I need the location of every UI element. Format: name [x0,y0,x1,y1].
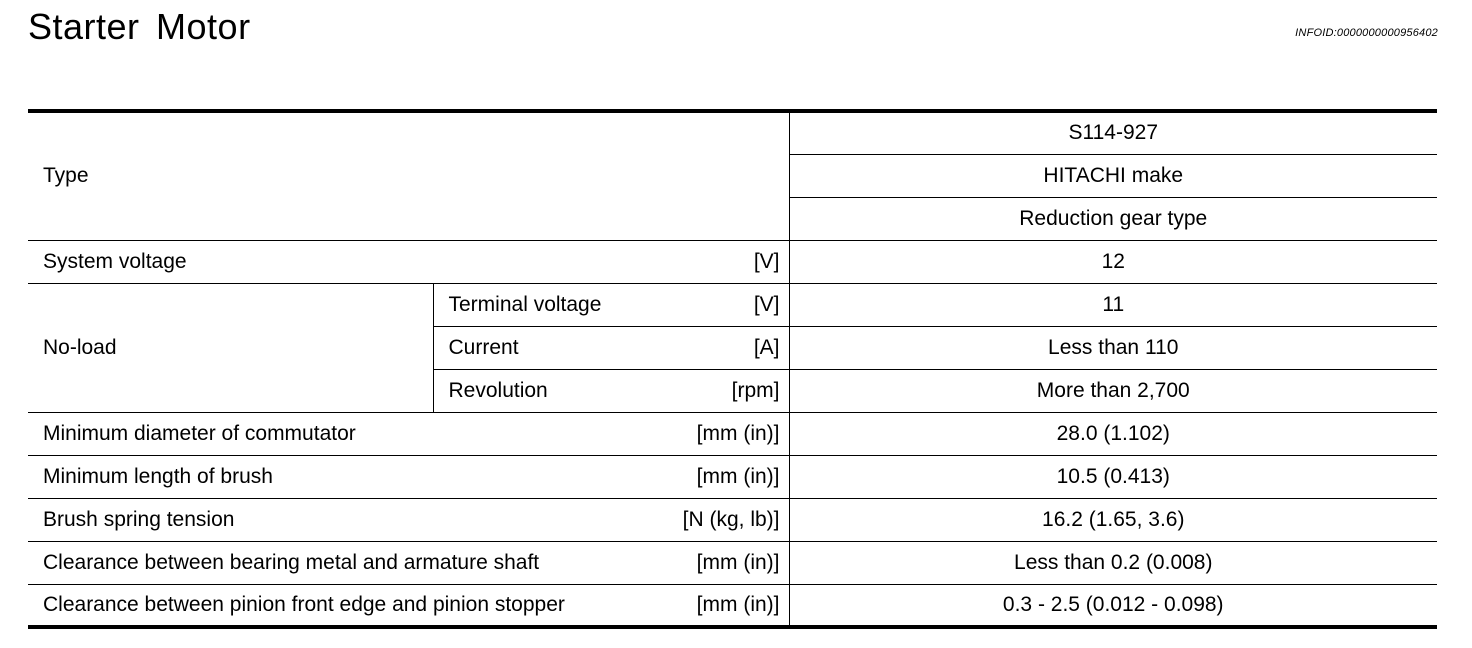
commutator-diameter-label: Minimum diameter of commutator [28,412,623,455]
bearing-clearance-label: Clearance between bearing metal and armature shaft [28,541,623,584]
brush-length-label: Minimum length of brush [28,455,623,498]
terminal-voltage-value: 11 [789,283,1437,326]
brush-length-value: 10.5 (0.413) [789,455,1437,498]
pinion-clearance-unit: [mm (in)] [623,584,789,627]
terminal-voltage-label: Terminal voltage [433,283,623,326]
revolution-label: Revolution [433,369,623,412]
current-label: Current [433,326,623,369]
type-value-make: HITACHI make [789,154,1437,197]
table-row [28,498,1437,541]
page-title: Starter Motor [28,6,251,47]
pinion-clearance-label: Clearance between pinion front edge and pinion stopper [43,592,565,616]
revolution-unit: [rpm] [623,369,789,412]
brush-spring-label: Brush spring tension [28,498,623,541]
table-row [28,111,1437,154]
system-voltage-value: 12 [789,240,1437,283]
type-label: Type [28,111,789,240]
table-row [28,240,1437,283]
table-row [28,455,1437,498]
brush-spring-unit: [N (kg, lb)] [623,498,789,541]
table-row [28,541,1437,584]
type-value-gear: Reduction gear type [789,197,1437,240]
info-id: INFOID:0000000000956402 [1295,27,1438,39]
revolution-value: More than 2,700 [789,369,1437,412]
bearing-clearance-unit: [mm (in)] [623,541,789,584]
bearing-clearance-value: Less than 0.2 (0.008) [789,541,1437,584]
brush-length-unit: [mm (in)] [623,455,789,498]
system-voltage-unit: [V] [623,240,789,283]
terminal-voltage-unit: [V] [623,283,789,326]
brush-spring-value: 16.2 (1.65, 3.6) [789,498,1437,541]
no-load-label: No-load [28,283,433,412]
table-row [28,283,1437,326]
spec-table [28,109,1437,629]
pinion-clearance-value: 0.3 - 2.5 (0.012 - 0.098) [1002,592,1224,616]
table-row [28,584,1437,627]
system-voltage-label: System voltage [28,240,623,283]
commutator-diameter-unit: [mm (in)] [623,412,789,455]
commutator-diameter-value: 28.0 (1.102) [789,412,1437,455]
current-value: Less than 110 [789,326,1437,369]
type-value-model: S114-927 [789,111,1437,154]
current-unit: [A] [623,326,789,369]
table-row [28,412,1437,455]
